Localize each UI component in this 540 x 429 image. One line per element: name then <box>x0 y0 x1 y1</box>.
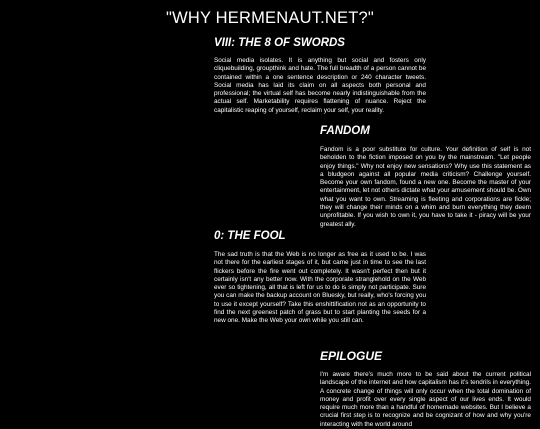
section-body: I'm aware there's much more to be said about the current political landscape of the internet and how capitalism has it's tendrils in everything. A concrete change of things will only occur when the total domination of money and profit over every single aspect of our lives ends. It would require much more than a handful of homemade websites. But I believe a crucial first step is to recognize and be cognizant of how and why you're interacting with the world around <box>320 371 531 428</box>
section-body: Social media isolates. It is anything but social and fosters only cliquebuilding, groupthink and hate. The full breadth of a person cannot be contained within a one sentence description or 240 character tweets. Social media has laid its claim on all aspects both personal and professional; the virtual self has become nearly indistinguishable from the actual self. Marketability requires flattening of nuance. Reject the capitalistic reaping of yourself, reclaim your self, your reality. <box>214 57 426 114</box>
section-8-of-swords <box>214 36 426 115</box>
section-epilogue <box>320 349 531 429</box>
section-body: Fandom is a poor substitute for culture. Your definition of self is not beholden to the fiction imposed on you by the mainstream. "Let people enjoy things." Why not enjoy new sensations? Why use this statement as a bludgeon against all popular media criticism? Challenge yourself. Become your own fandom, found a new one. Become the master of your entertainment, let not others dictate what your amusement should be. Own what you want to own. Streaming is fleeting and corporations are fickle; they will change their minds on a whim and burn everything they deem unprofitable. If you wish to own it, you have to take it - piracy will be your greatest ally. <box>320 146 532 228</box>
section-heading: 0: THE FOOL <box>214 230 286 242</box>
section-body: The sad truth is that the Web is no longer as free as it used to be. I was not there for the earliest stages of it, but came just in time to see the last flickers before the fire went out completely. It wasn't perfect then but it certainly isn't any better now. With the corporate stranglehold on the Web ever so tightening, all that is left for us to do is simply not participate. Sure you can make the backup account on Bluesky, but really, who's forcing you to use it except yourself? Take this enshittification not as an opportunity to find the next greenest patch of grass but to start planting the seeds for a new one. Make the Web your own while you still can. <box>214 251 426 325</box>
section-heading: VIII: THE 8 OF SWORDS <box>214 37 345 49</box>
section-the-fool <box>214 229 426 326</box>
page-title: "WHY HERMENAUT.NET?" <box>166 9 374 27</box>
section-heading: EPILOGUE <box>320 349 383 363</box>
section-heading: FANDOM <box>320 125 370 137</box>
section-fandom <box>320 124 531 229</box>
